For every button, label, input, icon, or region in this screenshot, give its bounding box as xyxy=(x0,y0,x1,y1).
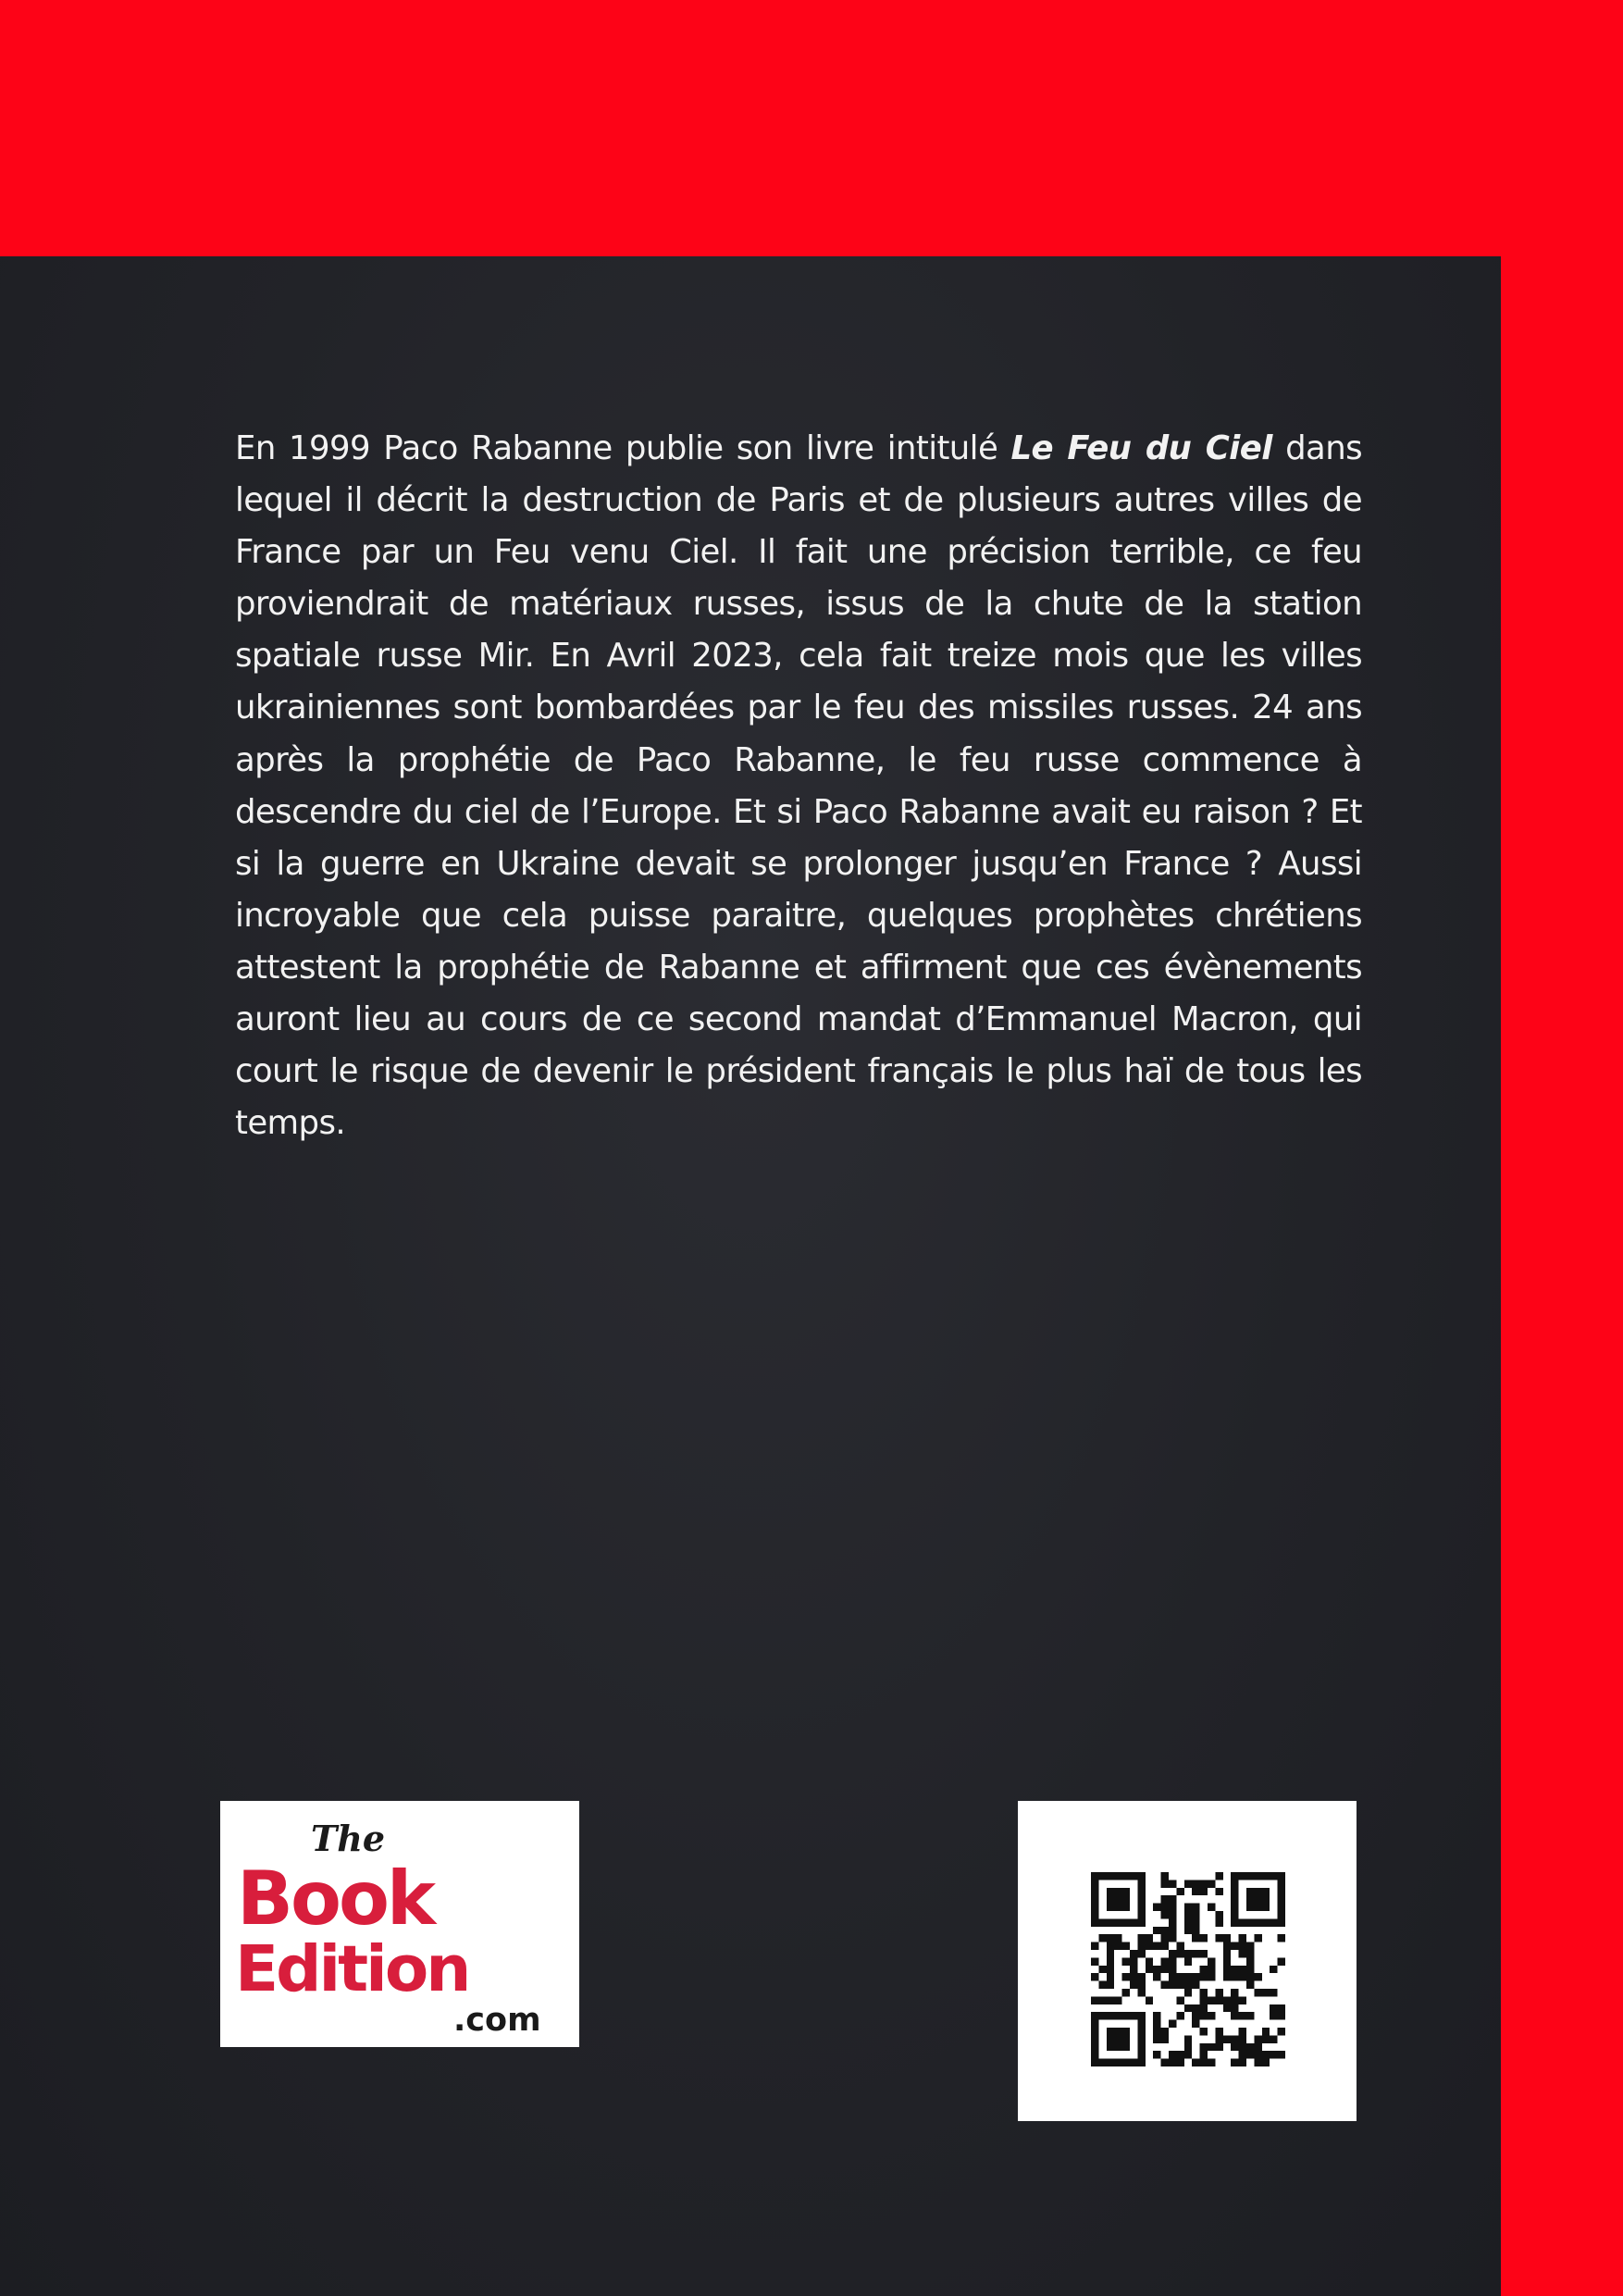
logo-word-the: The xyxy=(311,1818,386,1859)
publisher-logo xyxy=(220,1801,579,2047)
logo-word-com: .com xyxy=(453,2002,541,2039)
blurb-intro: En 1999 Paco Rabanne publie son livre intitulé xyxy=(235,429,1011,467)
publisher-logo-svg xyxy=(220,1801,579,2047)
logo-word-book: Book xyxy=(237,1855,434,1942)
back-cover-blurb xyxy=(235,423,1362,1149)
blurb-body: dans lequel il décrit la destruction de Paris et de plusieurs autres villes de France par un Feu venu Ciel. Il fait une précision terrible, ce feu proviendrait de matériaux russes, issus de la chute de la station spatiale russe Mir. En Avril 2023, cela fait treize mois que les villes ukrainiennes sont bombardées par le feu des missiles russes. 24 ans après la prophétie de Paco Rabanne, le feu russe commence à descendre du ciel de l’Europe. Et si Paco Rabanne avait eu raison ? Et si la guerre en Ukraine devait se prolonger jusqu’en France ? Aussi incroyable que cela puisse paraitre, quelques prophètes chrétiens attestent la prophétie de Rabanne et affirment que ces évènements auront lieu au cours de ce second mandat d’Emmanuel Macron, qui court le risque de devenir le président français le plus haï de tous les temps. xyxy=(235,429,1362,1143)
logo-word-edition: Edition xyxy=(235,1932,469,2006)
qr-code-box xyxy=(1018,1801,1357,2121)
qr-code-icon xyxy=(1091,1872,1285,2066)
book-title: Le Feu du Ciel xyxy=(1010,429,1272,467)
